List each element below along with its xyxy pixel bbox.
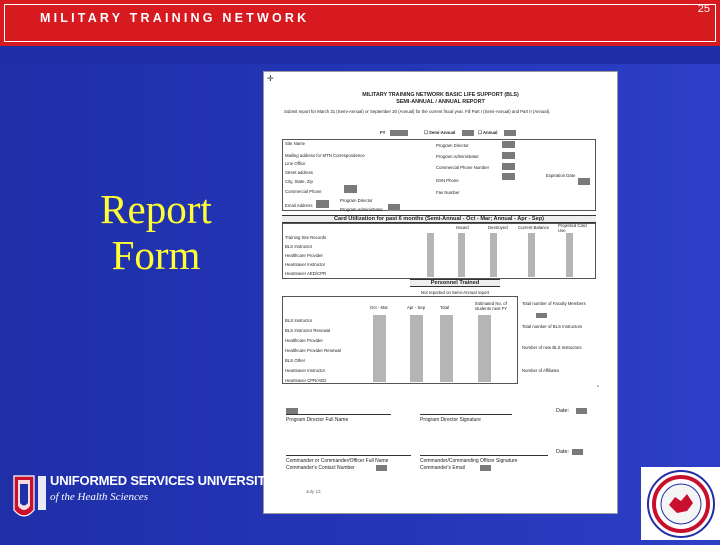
label-dsn: DSN Phone [436,178,459,183]
admin-field [502,152,515,159]
sig2-right-line [420,455,548,456]
personnel-col-total: Total [440,305,450,310]
note-faculty: Total number of Faculty Members [522,301,586,306]
brand-title: MILITARY TRAINING NETWORK [40,11,310,25]
sig2-right-label-b: Commander's Email [420,465,465,471]
personnel-row-6: Heartsaver Instructor [285,368,326,373]
doc-title: MILITARY TRAINING NETWORK BASIC LIFE SUPPORT (BLS) [362,92,519,98]
phone-field [344,185,357,193]
label-director-bottom: Program Director [340,198,373,203]
slide-title-line2: Form [111,232,201,278]
date-field-2 [572,449,583,455]
label-commercial-phone: Commercial Phone Number [436,165,490,170]
report-form-image [263,71,618,514]
card-col-shade-3 [490,233,497,277]
label-mailing: Mailing address for MTN Correspondence [285,153,365,158]
personnel-row-3: Healthcare Provider [285,338,323,343]
page-number: 25 [697,3,710,15]
date-label-1: Date: [556,408,570,414]
sig1-right-line [420,414,512,415]
label-program-admin: Program Administrator [436,154,479,159]
sig2-left-label-b: Commander's Contact Number [286,465,355,471]
personnel-col-oct-mar: Oct - Mar [370,305,388,310]
card-col-shade-5 [566,233,573,277]
usu-name-line2: of the Health Sciences [50,491,149,503]
doc-subtitle: SEMI-ANNUAL / ANNUAL REPORT [396,99,485,105]
personnel-row-7: Heartsaver CPR/AED [285,378,327,383]
date-label-2: Date: [556,449,570,455]
personnel-shade-4 [478,315,491,382]
note-instructors: Total number of BLS Instructors [522,324,583,329]
card-col-shade-2 [458,233,465,277]
card-col-projected: Projected Card Use [558,223,587,233]
personnel-shade-3 [440,315,453,382]
sig2-right-field [480,465,491,471]
military-seal-logo [641,467,720,540]
slide-title-line1: Report [100,186,212,232]
sig1-right-label: Program Director Signature [420,417,481,423]
label-expiration: Expiration Date [546,173,576,178]
email-field [316,200,329,208]
label-line-office: Line Office [285,161,306,166]
personnel-row-2: BLS Instructor Renewal [285,328,331,333]
doc-intro: Submit report for March 31 (Semi-Annual) or September 30 (Annual) for the current fiscal year. Fill Part I (Semi-Annual) and Part II (Annual). [284,109,551,114]
annual-field [504,130,516,136]
sig2-left-line [286,455,411,456]
semi-annual-checkbox-label: ☐ Semi-Annual [424,130,456,135]
card-row-2: BLS Instructor [285,244,313,249]
sig2-left-label: Commander or Commander/Officer Full Name [286,458,389,464]
usu-name-line1: UNIFORMED SERVICES UNIVERSITY [50,473,274,488]
dsn-field [502,173,515,180]
personnel-row-4: Healthcare Provider Renewal [285,348,341,353]
resize-handle-icon: ▫ [597,384,600,390]
note-new-instructors: Number of new BLS Instructors [522,345,582,350]
personnel-subheader: Not reported on Semi-Annual report [421,290,490,295]
card-table [282,223,596,279]
personnel-col-estimated: Estimated No. of students next FY [474,301,508,311]
fy-label: FY [380,130,386,135]
personnel-col-apr-sep: Apr - Sep [407,305,426,310]
personnel-shade-1 [373,315,386,382]
director-field [502,141,515,148]
label-phone: Commercial Phone [285,189,322,194]
sig1-left-label: Program Director Full Name [286,417,349,423]
personnel-trained-header: Personnel Trained [410,279,500,287]
card-row-4: Heartsaver Instructor [285,262,326,267]
fy-field [390,130,408,136]
card-col-shade-4 [528,233,535,277]
card-row-5: Heartsaver AED/CPR [285,271,327,276]
seal-icon [641,467,720,540]
card-utilization-header: Card Utilization for past 6 months (Semi-Annual - Oct - Mar; Annual - Apr - Sep) [282,215,596,223]
expiration-field [578,178,590,185]
card-col-balance: Current Balance [518,225,550,230]
label-fax: Fax Number [436,190,460,195]
label-email: Email Address [285,203,313,208]
label-city: City, State, Zip [285,179,313,184]
card-col-issued: Issued [456,225,469,230]
card-col-shade-1 [427,233,434,277]
sig2-right-label: Commander/Commanding Officer Signature [420,458,518,464]
personnel-row-1: BLS Instructor [285,318,313,323]
date-field-1 [576,408,587,414]
admin-bottom-field [388,204,400,211]
header-band [0,46,720,64]
label-street: Street address [285,170,313,175]
semi-annual-field [462,130,474,136]
sig2-left-field [376,465,387,471]
personnel-row-5: BLS Other [285,358,306,363]
card-row-3: Healthcare Provider [285,253,323,258]
move-handle-icon: ✛ [267,74,274,83]
note-affiliates: Number of Affiliates [522,368,560,373]
card-col-destroyed: Destroyed [488,225,508,230]
label-admin-bottom: Program Administrator [340,207,383,212]
annual-checkbox-label: ☐ Annual [478,130,498,135]
header-bar [0,0,720,46]
note-faculty-field [536,313,547,318]
label-site-name: Site Name [285,141,306,146]
sig1-left-line [286,414,391,415]
label-program-director: Program Director [436,143,469,148]
personnel-shade-2 [410,315,423,382]
slide-title [86,186,226,278]
doc-footer: July 13 [306,489,321,494]
card-row-1: Training Site Records [285,235,327,240]
commercial-phone-field [502,163,515,170]
